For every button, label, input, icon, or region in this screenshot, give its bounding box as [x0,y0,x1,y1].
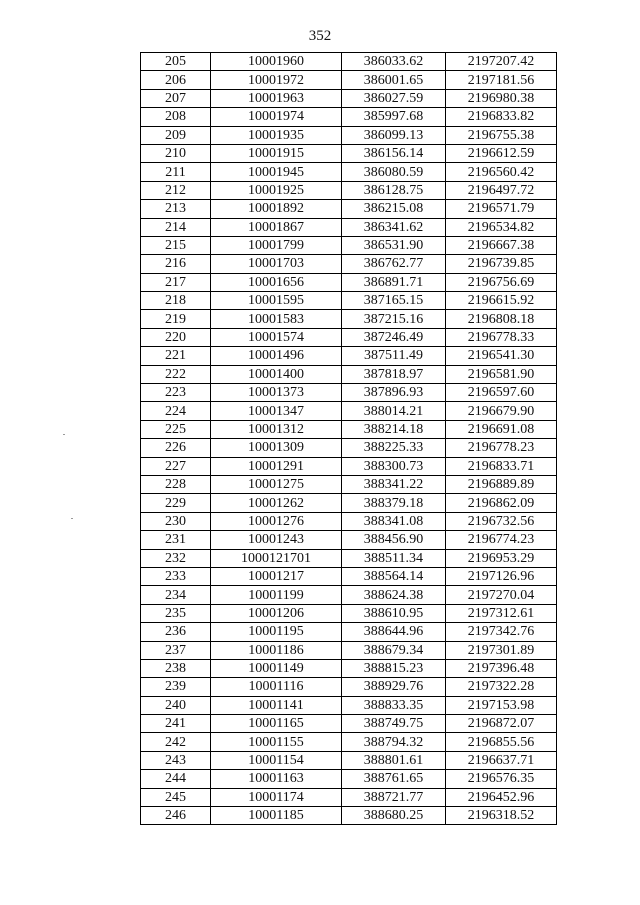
point-id-cell: 10001262 [211,494,342,512]
y-coordinate-cell: 2197270.04 [446,586,557,604]
point-id-cell: 10001799 [211,236,342,254]
x-coordinate-cell: 388014.21 [342,402,446,420]
x-coordinate-cell: 386128.75 [342,181,446,199]
y-coordinate-cell: 2196534.82 [446,218,557,236]
y-coordinate-cell: 2196497.72 [446,181,557,199]
table-row [141,604,557,622]
x-coordinate-cell: 388761.65 [342,770,446,788]
table-row [141,384,557,402]
y-coordinate-cell: 2196778.23 [446,439,557,457]
point-number-cell: 230 [141,512,211,530]
x-coordinate-cell: 388300.73 [342,457,446,475]
y-coordinate-cell: 2196980.38 [446,89,557,107]
point-id-cell: 10001915 [211,144,342,162]
x-coordinate-cell: 386341.62 [342,218,446,236]
table-row [141,310,557,328]
table-row [141,475,557,493]
table-row [141,236,557,254]
point-number-cell: 217 [141,273,211,291]
x-coordinate-cell: 388341.08 [342,512,446,530]
y-coordinate-cell: 2197181.56 [446,71,557,89]
table-row [141,770,557,788]
point-id-cell: 10001174 [211,788,342,806]
coordinates-table [140,52,557,825]
point-number-cell: 224 [141,402,211,420]
x-coordinate-cell: 387818.97 [342,365,446,383]
point-number-cell: 245 [141,788,211,806]
x-coordinate-cell: 388564.14 [342,567,446,585]
x-coordinate-cell: 388225.33 [342,439,446,457]
x-coordinate-cell: 386891.71 [342,273,446,291]
x-coordinate-cell: 388610.95 [342,604,446,622]
table-row [141,733,557,751]
point-id-cell: 10001185 [211,807,342,825]
table-body [141,53,557,825]
table-row [141,807,557,825]
point-number-cell: 228 [141,475,211,493]
point-id-cell: 10001583 [211,310,342,328]
point-number-cell: 233 [141,567,211,585]
point-id-cell: 10001400 [211,365,342,383]
point-id-cell: 10001703 [211,255,342,273]
table-row [141,144,557,162]
point-number-cell: 205 [141,53,211,71]
point-number-cell: 231 [141,531,211,549]
table-row [141,641,557,659]
y-coordinate-cell: 2196889.89 [446,475,557,493]
y-coordinate-cell: 2196581.90 [446,365,557,383]
x-coordinate-cell: 386027.59 [342,89,446,107]
y-coordinate-cell: 2197396.48 [446,659,557,677]
y-coordinate-cell: 2196615.92 [446,292,557,310]
y-coordinate-cell: 2197342.76 [446,623,557,641]
x-coordinate-cell: 388680.25 [342,807,446,825]
y-coordinate-cell: 2196778.33 [446,328,557,346]
y-coordinate-cell: 2196774.23 [446,531,557,549]
table-row [141,347,557,365]
x-coordinate-cell: 388749.75 [342,715,446,733]
point-number-cell: 208 [141,108,211,126]
table-row [141,659,557,677]
point-id-cell: 10001163 [211,770,342,788]
x-coordinate-cell: 388624.38 [342,586,446,604]
table-row [141,457,557,475]
point-number-cell: 227 [141,457,211,475]
y-coordinate-cell: 2197301.89 [446,641,557,659]
y-coordinate-cell: 2196612.59 [446,144,557,162]
y-coordinate-cell: 2196755.38 [446,126,557,144]
point-id-cell: 10001165 [211,715,342,733]
table-row [141,586,557,604]
table-row [141,788,557,806]
x-coordinate-cell: 388644.96 [342,623,446,641]
x-coordinate-cell: 387165.15 [342,292,446,310]
y-coordinate-cell: 2196560.42 [446,163,557,181]
table-row [141,273,557,291]
point-number-cell: 226 [141,439,211,457]
point-id-cell: 10001963 [211,89,342,107]
point-id-cell: 10001972 [211,71,342,89]
x-coordinate-cell: 386033.62 [342,53,446,71]
point-id-cell: 10001574 [211,328,342,346]
y-coordinate-cell: 2196597.60 [446,384,557,402]
table-row [141,751,557,769]
point-number-cell: 239 [141,678,211,696]
x-coordinate-cell: 386215.08 [342,200,446,218]
point-number-cell: 207 [141,89,211,107]
table-row [141,328,557,346]
point-number-cell: 223 [141,384,211,402]
table-row [141,181,557,199]
x-coordinate-cell: 388341.22 [342,475,446,493]
point-id-cell: 10001154 [211,751,342,769]
scan-speck [71,518,73,519]
y-coordinate-cell: 2196679.90 [446,402,557,420]
y-coordinate-cell: 2196452.96 [446,788,557,806]
table-row [141,53,557,71]
y-coordinate-cell: 2196691.08 [446,420,557,438]
y-coordinate-cell: 2196667.38 [446,236,557,254]
point-id-cell: 10001309 [211,439,342,457]
table-row [141,126,557,144]
point-id-cell: 10001149 [211,659,342,677]
point-number-cell: 211 [141,163,211,181]
x-coordinate-cell: 388721.77 [342,788,446,806]
point-number-cell: 234 [141,586,211,604]
y-coordinate-cell: 2196739.85 [446,255,557,273]
y-coordinate-cell: 2196808.18 [446,310,557,328]
table-row [141,696,557,714]
y-coordinate-cell: 2197207.42 [446,53,557,71]
table-row [141,89,557,107]
y-coordinate-cell: 2196571.79 [446,200,557,218]
table-row [141,200,557,218]
point-id-cell: 10001276 [211,512,342,530]
point-id-cell: 10001243 [211,531,342,549]
point-id-cell: 10001974 [211,108,342,126]
x-coordinate-cell: 386080.59 [342,163,446,181]
point-id-cell: 10001496 [211,347,342,365]
point-number-cell: 237 [141,641,211,659]
point-id-cell: 10001312 [211,420,342,438]
table-row [141,292,557,310]
x-coordinate-cell: 388379.18 [342,494,446,512]
table-row [141,365,557,383]
x-coordinate-cell: 388456.90 [342,531,446,549]
x-coordinate-cell: 387246.49 [342,328,446,346]
x-coordinate-cell: 387896.93 [342,384,446,402]
x-coordinate-cell: 386156.14 [342,144,446,162]
point-id-cell: 10001195 [211,623,342,641]
point-number-cell: 236 [141,623,211,641]
table-row [141,439,557,457]
point-id-cell: 10001656 [211,273,342,291]
x-coordinate-cell: 386099.13 [342,126,446,144]
y-coordinate-cell: 2196855.56 [446,733,557,751]
y-coordinate-cell: 2197322.28 [446,678,557,696]
point-id-cell: 10001155 [211,733,342,751]
y-coordinate-cell: 2196541.30 [446,347,557,365]
table-row [141,678,557,696]
scan-speck [63,434,65,435]
x-coordinate-cell: 386531.90 [342,236,446,254]
point-id-cell: 10001141 [211,696,342,714]
y-coordinate-cell: 2196953.29 [446,549,557,567]
table-row [141,420,557,438]
point-id-cell: 10001347 [211,402,342,420]
table-row [141,71,557,89]
table-row [141,531,557,549]
point-number-cell: 206 [141,71,211,89]
point-id-cell: 10001275 [211,475,342,493]
point-number-cell: 243 [141,751,211,769]
point-number-cell: 240 [141,696,211,714]
point-number-cell: 219 [141,310,211,328]
table-row [141,255,557,273]
y-coordinate-cell: 2196756.69 [446,273,557,291]
table-row [141,512,557,530]
table-row [141,108,557,126]
y-coordinate-cell: 2197153.98 [446,696,557,714]
point-id-cell: 10001116 [211,678,342,696]
x-coordinate-cell: 388929.76 [342,678,446,696]
point-number-cell: 235 [141,604,211,622]
point-id-cell: 10001925 [211,181,342,199]
point-id-cell: 10001960 [211,53,342,71]
y-coordinate-cell: 2196833.71 [446,457,557,475]
point-number-cell: 221 [141,347,211,365]
table-row [141,163,557,181]
x-coordinate-cell: 388794.32 [342,733,446,751]
point-number-cell: 238 [141,659,211,677]
point-number-cell: 215 [141,236,211,254]
point-id-cell: 10001935 [211,126,342,144]
point-number-cell: 242 [141,733,211,751]
x-coordinate-cell: 388214.18 [342,420,446,438]
table-row [141,549,557,567]
x-coordinate-cell: 388833.35 [342,696,446,714]
point-number-cell: 218 [141,292,211,310]
x-coordinate-cell: 386001.65 [342,71,446,89]
table-row [141,402,557,420]
point-id-cell: 10001867 [211,218,342,236]
point-number-cell: 210 [141,144,211,162]
y-coordinate-cell: 2196732.56 [446,512,557,530]
point-id-cell: 10001291 [211,457,342,475]
point-id-cell: 10001373 [211,384,342,402]
point-number-cell: 214 [141,218,211,236]
x-coordinate-cell: 385997.68 [342,108,446,126]
y-coordinate-cell: 2197312.61 [446,604,557,622]
table-row [141,567,557,585]
x-coordinate-cell: 387215.16 [342,310,446,328]
point-id-cell: 10001892 [211,200,342,218]
point-number-cell: 212 [141,181,211,199]
point-id-cell: 10001945 [211,163,342,181]
point-number-cell: 225 [141,420,211,438]
table-row [141,218,557,236]
point-number-cell: 222 [141,365,211,383]
point-id-cell: 10001199 [211,586,342,604]
point-number-cell: 241 [141,715,211,733]
table-row [141,494,557,512]
table-row [141,715,557,733]
y-coordinate-cell: 2196318.52 [446,807,557,825]
table-row [141,623,557,641]
point-id-cell: 1000121701 [211,549,342,567]
x-coordinate-cell: 388511.34 [342,549,446,567]
point-number-cell: 232 [141,549,211,567]
x-coordinate-cell: 388679.34 [342,641,446,659]
point-number-cell: 209 [141,126,211,144]
x-coordinate-cell: 387511.49 [342,347,446,365]
point-number-cell: 229 [141,494,211,512]
point-id-cell: 10001217 [211,567,342,585]
y-coordinate-cell: 2196862.09 [446,494,557,512]
point-id-cell: 10001206 [211,604,342,622]
y-coordinate-cell: 2197126.96 [446,567,557,585]
page-number: 352 [308,28,332,44]
x-coordinate-cell: 388815.23 [342,659,446,677]
x-coordinate-cell: 388801.61 [342,751,446,769]
y-coordinate-cell: 2196872.07 [446,715,557,733]
point-number-cell: 213 [141,200,211,218]
point-id-cell: 10001595 [211,292,342,310]
x-coordinate-cell: 386762.77 [342,255,446,273]
point-number-cell: 244 [141,770,211,788]
point-number-cell: 246 [141,807,211,825]
y-coordinate-cell: 2196576.35 [446,770,557,788]
point-id-cell: 10001186 [211,641,342,659]
point-number-cell: 220 [141,328,211,346]
point-number-cell: 216 [141,255,211,273]
y-coordinate-cell: 2196833.82 [446,108,557,126]
y-coordinate-cell: 2196637.71 [446,751,557,769]
